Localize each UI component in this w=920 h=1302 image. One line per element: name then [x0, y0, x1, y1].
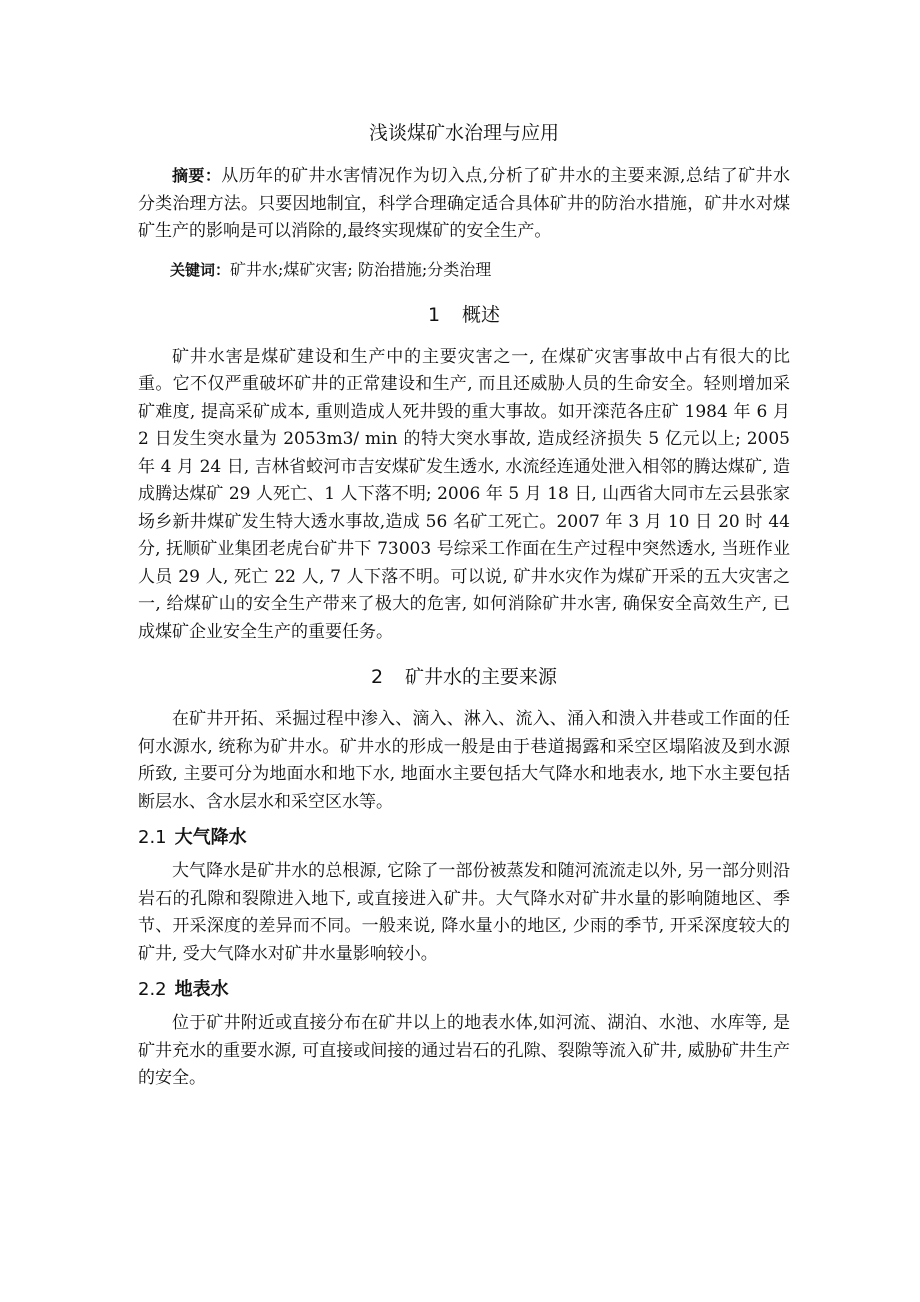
section-2-1-heading [138, 824, 790, 852]
abstract [138, 162, 790, 246]
section-2-1-title: 大气降水 [174, 827, 247, 848]
section-2-title: 矿井水的主要来源 [405, 666, 558, 688]
section-2-1-number: 2.1 [138, 827, 167, 848]
section-1-number: 1 [427, 303, 441, 326]
section-2-heading [138, 662, 790, 692]
section-2-2-number: 2.2 [138, 979, 167, 1000]
section-2-paragraph: 在矿井开拓、采掘过程中渗入、滴入、淋入、流入、涌入和溃入井巷或工作面的任何水源水, 统称为矿井水。矿井水的形成一般是由于巷道揭露和采空区塌陷波及到水源所致, 主要可分为地面水和地下水, 地面水主要包括大气降水和地表水, 地下水主要包括断层水、含水层水和采空区水等。 [138, 709, 790, 812]
section-2-1-paragraph: 大气降水是矿井水的总根源, 它除了一部份被蒸发和随河流流走以外, 另一部分则沿岩石的孔隙和裂隙进入地下, 或直接进入矿井。大气降水对矿井水量的影响随地区、季节、开采深度的差异而不同。一般来说, 降水量小的地区, 少雨的季节, 开采深度较大的矿井, 受大气降水对矿井水量影响较小。 [138, 861, 790, 964]
abstract-label: 摘要： [172, 166, 222, 185]
keywords-text: 矿井水;煤矿灾害; 防治措施;分类治理 [230, 259, 492, 279]
section-1-title: 概述 [462, 303, 501, 326]
section-1-paragraph: 矿井水害是煤矿建设和生产中的主要灾害之一, 在煤矿灾害事故中占有很大的比重。它不仅严重破坏矿井的正常建设和生产, 而且还威胁人员的生命安全。轻则增加采矿难度, 提高采矿成本, 重则造成人死井毁的重大事故。如开滦范各庄矿 1984 年 6 月 2 日发生突水量为 2053m3/ min 的特大突水事故, 造成经济损失 5 亿元以上; 2005 年 4 月 24 日, 吉林省蛟河市吉安煤矿发生透水, 水流经连通处泄入相邻的腾达煤矿, 造成腾达煤矿 29 人死亡、1 人下落不明; 2006 年 5 月 18 日, 山西省大同市左云县张家场乡新井煤矿发生特大透水事故,造成 56 名矿工死亡。2007 年 3 月 10 日 20 时 44 分, 抚顺矿业集团老虎台矿井下 73003 号综采工作面在生产过程中突然透水, 当班作业人员 29 人, 死亡 22 人, 7 人下落不明。可以说, 矿井水灾作为煤矿开采的五大灾害之一, 给煤矿山的安全生产带来了极大的危害, 如何消除矿井水害, 确保安全高效生产, 已成煤矿企业安全生产的重要任务。 [138, 346, 790, 642]
section-2-2-heading [138, 976, 790, 1004]
section-1-heading [138, 300, 790, 330]
section-2-2-paragraph: 位于矿井附近或直接分布在矿井以上的地表水体,如河流、湖泊、水池、水库等, 是矿井充水的重要水源, 可直接或间接的通过岩石的孔隙、裂隙等流入矿井, 威胁矿井生产的安全。 [138, 1013, 790, 1088]
keywords [138, 256, 790, 284]
keywords-label: 关键词： [170, 260, 231, 279]
document-body [138, 118, 790, 1093]
section-2-2-title: 地表水 [174, 979, 229, 1000]
document-title: 浅谈煤矿水治理与应用 [368, 122, 559, 144]
section-2-number: 2 [370, 666, 384, 688]
abstract-text: 从历年的矿井水害情况作为切入点,分析了矿井水的主要来源,总结了矿井水分类治理方法。只要因地制宜，科学合理确定适合具体矿井的防治水措施，矿井水对煤矿生产的影响是可以消除的,最终实现煤矿的安全生产。 [138, 166, 790, 241]
